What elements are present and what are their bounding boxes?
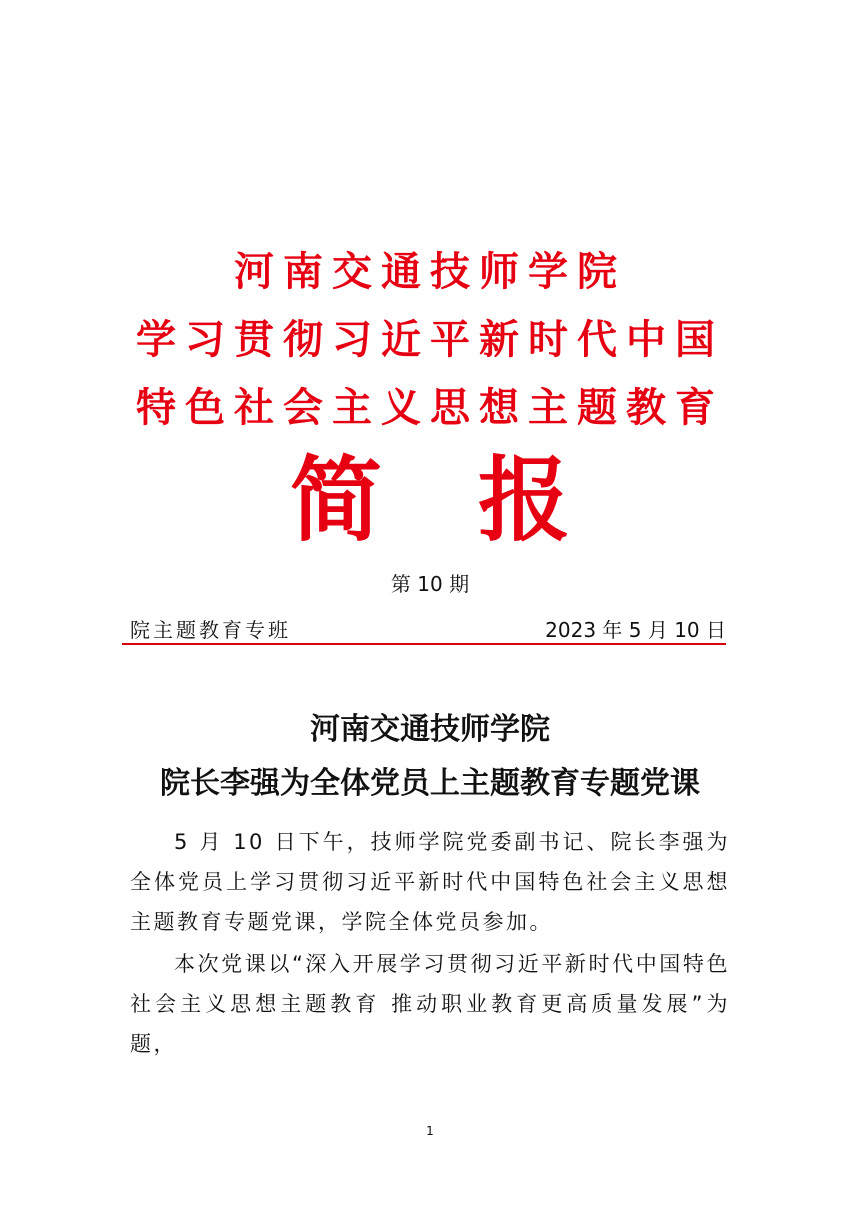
article-title-line-2: 院长李强为全体党员上主题教育专题党课 (160, 766, 700, 801)
masthead-line-theme-2: 特色社会主义思想主题教育 (136, 385, 724, 431)
masthead-line-institution: 河南交通技师学院 (234, 249, 626, 295)
issuing-department: 院主题教育专班 (130, 618, 291, 642)
article-title-line-1: 河南交通技师学院 (310, 712, 550, 747)
article-paragraph-1: 5 月 10 日下午，技师学院党委副书记、院长李强为全体党员上学习贯彻习近平新时代中国特色社会主义思想主题教育专题党课，学院全体党员参加。 (130, 830, 730, 934)
issue-date: 2023 年 5 月 10 日 (545, 618, 726, 642)
masthead-line-theme-1: 学习贯彻习近平新时代中国 (136, 317, 724, 363)
bulletin-title-char-1: 简 (289, 446, 382, 554)
bulletin-title-char-2: 报 (478, 446, 571, 554)
red-divider-rule (122, 643, 726, 645)
article-paragraph-2: 本次党课以“深入开展学习贯彻习近平新时代中国特色社会主义思想主题教育 推动职业教育更高质量发展”为题， (130, 952, 730, 1056)
issue-number: 第 10 期 (390, 572, 470, 596)
page-number: 1 (426, 1124, 434, 1138)
masthead-bulletin-title (0, 440, 860, 560)
